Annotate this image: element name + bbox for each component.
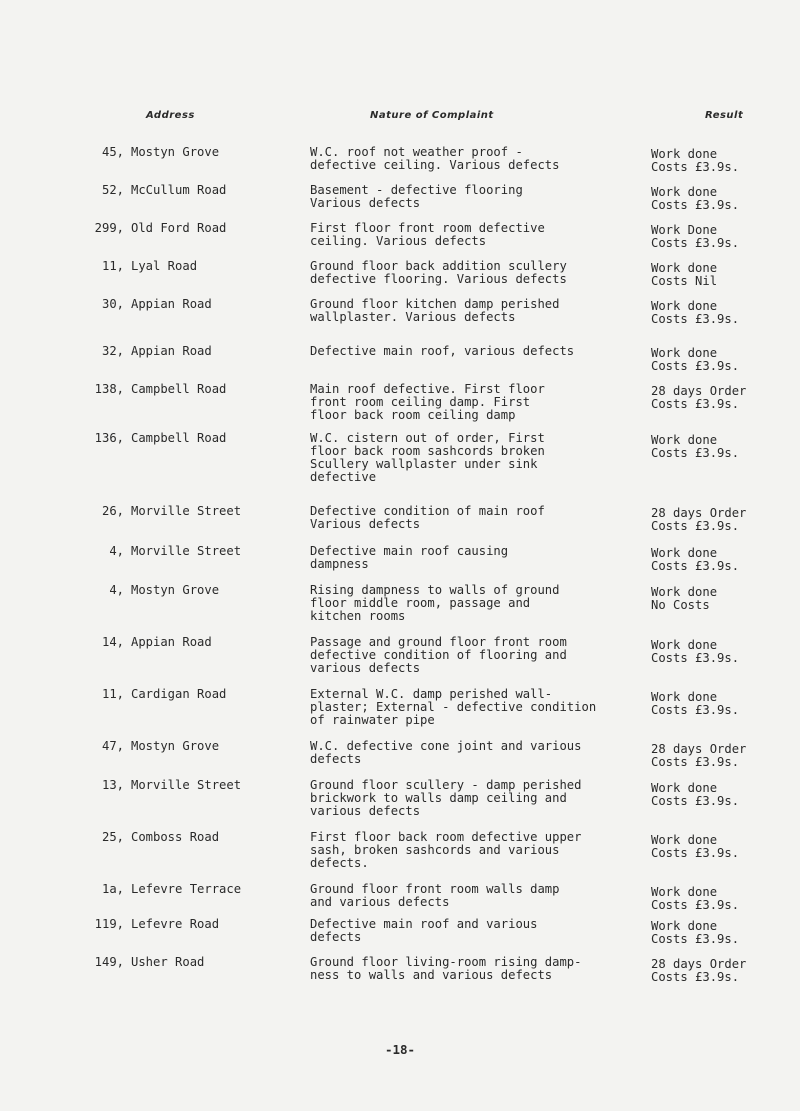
result-costs: Costs £3.9s. — [651, 703, 740, 717]
complaint-cell: Defective main roof and various defects — [310, 917, 538, 944]
result-costs: Costs £3.9s. — [651, 898, 740, 912]
result-cell — [651, 743, 791, 769]
house-number: 149, — [94, 955, 124, 969]
complaint-cell: Rising dampness to walls of ground floor middle room, passage and kitchen rooms — [310, 583, 560, 623]
result-costs: Costs £3.9s. — [651, 519, 740, 533]
complaint-cell: Main roof defective. First floor front room ceiling damp. First floor back room ceiling damp — [310, 382, 545, 422]
complaint-cell: First floor back room defective upper sash, broken sashcords and various defects. — [310, 830, 582, 870]
address-cell — [84, 222, 284, 235]
result-cell — [651, 547, 791, 573]
complaint-cell: W.C. roof not weather proof - defective ceiling. Various defects — [310, 145, 560, 172]
result-cell — [651, 300, 791, 326]
result-outcome: Work done — [651, 885, 718, 899]
street-name: McCullum Road — [131, 183, 227, 197]
result-cell — [651, 507, 791, 533]
result-cell — [651, 586, 791, 612]
result-outcome: 28 days Order — [651, 384, 747, 398]
street-name: Campbell Road — [131, 431, 227, 445]
result-outcome: Work done — [651, 546, 718, 560]
result-outcome: Work done — [651, 638, 718, 652]
result-costs: Costs £3.9s. — [651, 446, 740, 460]
result-costs: Costs £3.9s. — [651, 755, 740, 769]
street-name: Appian Road — [131, 297, 212, 311]
house-number: 26, — [101, 504, 124, 518]
complaint-cell: Ground floor scullery - damp perished brickwork to walls damp ceiling and various defects — [310, 778, 582, 818]
address-cell — [84, 146, 284, 159]
result-cell — [651, 224, 791, 250]
street-name: Lefevre Terrace — [131, 882, 242, 896]
result-cell — [651, 920, 791, 946]
complaint-cell: W.C. defective cone joint and various defects — [310, 739, 582, 766]
result-cell — [651, 639, 791, 665]
result-outcome: Work done — [651, 346, 718, 360]
street-name: Mostyn Grove — [131, 739, 220, 753]
house-number: 4, — [109, 544, 124, 558]
result-cell — [651, 385, 791, 411]
result-costs: Costs £3.9s. — [651, 359, 740, 373]
street-name: Appian Road — [131, 344, 212, 358]
result-outcome: 28 days Order — [651, 957, 747, 971]
result-costs: Costs £3.9s. — [651, 651, 740, 665]
result-costs: Costs £3.9s. — [651, 559, 740, 573]
house-number: 13, — [101, 778, 124, 792]
result-outcome: Work done — [651, 690, 718, 704]
complaint-cell: Defective main roof, various defects — [310, 344, 575, 358]
street-name: Cardigan Road — [131, 687, 227, 701]
house-number: 25, — [101, 830, 124, 844]
address-cell — [84, 383, 284, 396]
result-outcome: Work done — [651, 585, 718, 599]
result-outcome: Work done — [651, 261, 718, 275]
address-cell — [84, 636, 284, 649]
complaint-cell: Defective main roof causing dampness — [310, 544, 509, 571]
complaint-cell: W.C. cistern out of order, First floor back room sashcords broken Scullery wallplaster under sink defective — [310, 431, 545, 484]
street-name: Old Ford Road — [131, 221, 227, 235]
result-cell — [651, 958, 791, 984]
result-costs: Costs £3.9s. — [651, 932, 740, 946]
house-number: 32, — [101, 344, 124, 358]
address-cell — [84, 918, 284, 931]
result-outcome: Work done — [651, 299, 718, 313]
result-costs: Costs £3.9s. — [651, 312, 740, 326]
street-name: Campbell Road — [131, 382, 227, 396]
house-number: 4, — [109, 583, 124, 597]
house-number: 11, — [101, 687, 124, 701]
street-name: Mostyn Grove — [131, 145, 220, 159]
address-cell — [84, 831, 284, 844]
house-number: 14, — [101, 635, 124, 649]
result-cell — [651, 434, 791, 460]
street-name: Morville Street — [131, 504, 242, 518]
address-cell — [84, 545, 284, 558]
result-cell — [651, 782, 791, 808]
result-costs: Costs £3.9s. — [651, 846, 740, 860]
result-outcome: 28 days Order — [651, 506, 747, 520]
result-cell — [651, 691, 791, 717]
result-outcome: Work done — [651, 833, 718, 847]
result-costs: Costs £3.9s. — [651, 160, 740, 174]
house-number: 1a, — [101, 882, 124, 896]
address-cell — [84, 779, 284, 792]
address-cell — [84, 298, 284, 311]
address-cell — [84, 505, 284, 518]
street-name: Morville Street — [131, 778, 242, 792]
street-name: Comboss Road — [131, 830, 220, 844]
address-cell — [84, 260, 284, 273]
address-cell — [84, 184, 284, 197]
result-outcome: Work done — [651, 185, 718, 199]
complaint-cell: Ground floor front room walls damp and various defects — [310, 882, 560, 909]
complaint-cell: Passage and ground floor front room defective condition of flooring and various defects — [310, 635, 567, 675]
result-outcome: Work done — [651, 433, 718, 447]
result-outcome: Work Done — [651, 223, 718, 237]
house-number: 138, — [94, 382, 124, 396]
page-number: -18- — [384, 1042, 416, 1057]
result-cell — [651, 262, 791, 288]
house-number: 45, — [101, 145, 124, 159]
street-name: Morville Street — [131, 544, 242, 558]
address-cell — [84, 432, 284, 445]
result-cell — [651, 347, 791, 373]
result-outcome: Work done — [651, 781, 718, 795]
address-cell — [84, 688, 284, 701]
street-name: Mostyn Grove — [131, 583, 220, 597]
result-costs: No Costs — [651, 598, 710, 612]
result-cell — [651, 186, 791, 212]
complaint-cell: Ground floor kitchen damp perished wallplaster. Various defects — [310, 297, 560, 324]
address-cell — [84, 883, 284, 896]
complaint-cell: Ground floor back addition scullery defective flooring. Various defects — [310, 259, 567, 286]
result-costs: Costs Nil — [651, 274, 718, 288]
street-name: Lyal Road — [131, 259, 198, 273]
address-cell — [84, 584, 284, 597]
result-outcome: Work done — [651, 919, 718, 933]
result-costs: Costs £3.9s. — [651, 236, 740, 250]
result-cell — [651, 148, 791, 174]
street-name: Lefevre Road — [131, 917, 220, 931]
result-costs: Costs £3.9s. — [651, 198, 740, 212]
house-number: 136, — [94, 431, 124, 445]
house-number: 30, — [101, 297, 124, 311]
column-header-nature: Nature of Complaint — [370, 110, 494, 121]
street-name: Appian Road — [131, 635, 212, 649]
house-number: 52, — [101, 183, 124, 197]
column-header-result: Result — [705, 110, 744, 121]
address-cell — [84, 956, 284, 969]
complaint-cell: Basement - defective flooring Various defects — [310, 183, 523, 210]
house-number: 119, — [94, 917, 124, 931]
complaint-cell: Defective condition of main roof Various defects — [310, 504, 545, 531]
result-costs: Costs £3.9s. — [651, 794, 740, 808]
address-cell — [84, 740, 284, 753]
result-cell — [651, 886, 791, 912]
street-name: Usher Road — [131, 955, 205, 969]
result-costs: Costs £3.9s. — [651, 397, 740, 411]
complaint-cell: First floor front room defective ceiling. Various defects — [310, 221, 545, 248]
result-costs: Costs £3.9s. — [651, 970, 740, 984]
complaint-cell: Ground floor living-room rising damp- ness to walls and various defects — [310, 955, 582, 982]
complaint-cell: External W.C. damp perished wall- plaster; External - defective condition of rainwater pipe — [310, 687, 597, 727]
address-cell — [84, 345, 284, 358]
house-number: 11, — [101, 259, 124, 273]
house-number: 299, — [94, 221, 124, 235]
result-outcome: Work done — [651, 147, 718, 161]
column-header-address: Address — [146, 110, 195, 121]
result-cell — [651, 834, 791, 860]
result-outcome: 28 days Order — [651, 742, 747, 756]
house-number: 47, — [101, 739, 124, 753]
